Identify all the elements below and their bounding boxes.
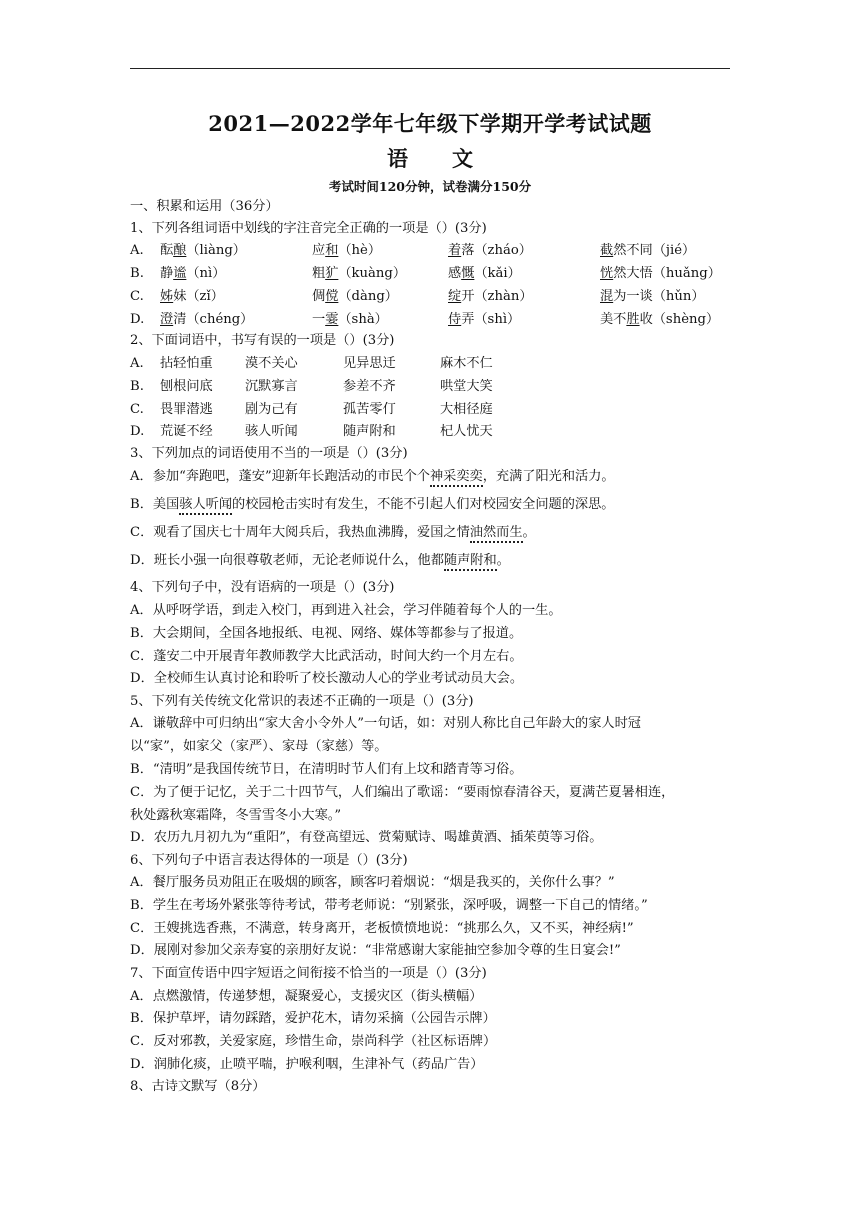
- underlined-char: 慨: [461, 266, 475, 281]
- q4-option-a: A．从呼呀学语，到走入校门，再到进入社会，学习伴随着每个人的一生。: [130, 603, 562, 618]
- term-reading: 然不同（jié）: [613, 243, 696, 258]
- q7-option-d: D．润肺化痰，止喷平喘，护喉利咽，生津补气（药品广告）: [130, 1057, 484, 1072]
- option-label: D.: [130, 312, 145, 327]
- q3-stem: 3、下列加点的词语使用不当的一项是（）(3分): [130, 446, 408, 461]
- term-reading: 收（shèng）: [639, 312, 720, 327]
- underlined-char: 犷: [325, 266, 339, 281]
- q2-word: 见异思迁: [343, 356, 396, 371]
- term-prefix: 酝: [160, 243, 174, 258]
- q1-term: [160, 265, 225, 283]
- q1-term: [448, 242, 532, 260]
- subject-char-1: 语: [387, 146, 408, 171]
- underlined-char: 谧: [173, 266, 187, 281]
- q3-d-tail: 。: [496, 553, 510, 568]
- underlined-char: 侍: [448, 312, 462, 327]
- option-label: A.: [130, 243, 144, 258]
- q5-option-a-line1: A．谦敬辞中可归纳出“家大舍小令外人”一句话，如：对别人称比自己年龄大的家人时冠: [130, 716, 641, 731]
- term-prefix: 感: [448, 266, 462, 281]
- option-label: C.: [130, 402, 144, 417]
- q1-term: [448, 311, 520, 329]
- q2-word: 剧为己有: [245, 402, 298, 417]
- q5-option-b: B．“清明”是我国传统节日，在清明时节人们有上坟和踏青等习俗。: [130, 762, 523, 777]
- q3-a-tail: ，充满了阳光和活力。: [482, 469, 615, 484]
- q2-word: 麻木不仁: [440, 356, 493, 371]
- q1-term: [312, 265, 406, 283]
- q3-b-text: B．美国: [130, 497, 180, 512]
- q1-term: [160, 242, 246, 260]
- q6-option-c: C．王嫂挑选香燕，不满意，转身离开，老板愤愤地说：“挑那么久，又不买，神经病!”: [130, 921, 634, 936]
- q2-word: 刨根问底: [160, 379, 213, 394]
- term-reading: 然大悟（huǎng）: [613, 266, 721, 281]
- underlined-char: 混: [600, 289, 614, 304]
- q5-option-d: D．农历九月初九为“重阳”，有登高望远、赏菊赋诗、喝雄黄酒、插茱萸等习俗。: [130, 830, 603, 845]
- q3-d-dotted: 随声附和: [444, 553, 497, 571]
- underlined-char: 傥: [325, 289, 339, 304]
- option-label: B.: [130, 379, 144, 394]
- q5-option-c-line2: 秋处露秋寒霜降，冬雪雪冬小大寒。”: [130, 808, 342, 823]
- q2-word: 杞人忧天: [440, 424, 493, 439]
- q3-a-dotted: 神采奕奕: [430, 469, 483, 487]
- option-label: B.: [130, 266, 144, 281]
- q1-term: [312, 242, 381, 260]
- term-prefix: 倜: [312, 289, 326, 304]
- q3-option-d: [130, 552, 510, 570]
- term-reading: （liàng）: [186, 243, 246, 258]
- q2-word: 漠不关心: [245, 356, 298, 371]
- q7-option-b: B．保护草坪，请勿踩踏，爱护花木，请勿采摘（公园告示牌）: [130, 1011, 496, 1026]
- term-reading: （hè）: [338, 243, 382, 258]
- q3-a-text: A．参加“奔跑吧，蓬安”迎新年长跑活动的市民个个: [130, 469, 430, 484]
- term-reading: 为一谈（hǔn）: [613, 289, 705, 304]
- q5-option-a-line2: 以“家”，如家父（家严）、家母（家慈）等。: [130, 739, 388, 754]
- term-reading: （kuàng）: [338, 266, 407, 281]
- q1-term: [448, 265, 521, 283]
- term-reading: 弄（shì）: [461, 312, 521, 327]
- q6-option-b: B．学生在考场外紧张等待考试，带考老师说：“别紧张，深呼吸，调整一下自己的情绪。”: [130, 898, 648, 913]
- q1-term: [600, 288, 705, 306]
- q5-option-c-line1: C．为了便于记忆，关于二十四节气，人们编出了歌谣：“要雨惊春清谷天，夏满芒夏暑相连，: [130, 785, 675, 800]
- q5-stem: 5、下列有关传统文化常识的表述不正确的一项是（）(3分): [130, 694, 474, 709]
- subject-char-2: 文: [452, 146, 473, 171]
- q1-stem: 1、下列各组词语中划线的字注音完全正确的一项是（）(3分): [130, 221, 487, 236]
- underlined-char: 酿: [173, 243, 187, 258]
- underlined-char: 着: [448, 243, 462, 258]
- q3-c-tail: 。: [522, 525, 536, 540]
- q2-word: 畏罪潜逃: [160, 402, 213, 417]
- term-prefix: 美不: [600, 312, 627, 327]
- q3-option-c: [130, 524, 536, 542]
- q3-c-text: C．观看了国庆七十周年大阅兵后，我热血沸腾，爱国之情: [130, 525, 470, 540]
- q1-term: [160, 288, 224, 306]
- q7-option-a: A．点燃激情，传递梦想，凝聚爱心，支援灾区（街头横幅）: [130, 989, 483, 1004]
- q3-c-dotted: 油然而生: [470, 525, 523, 543]
- subject-heading: [0, 143, 860, 173]
- exam-info: 考试时间120分钟，试卷满分150分: [328, 179, 532, 194]
- q1-term: [600, 311, 719, 329]
- q2-word: 随声附和: [343, 424, 396, 439]
- q3-b-tail: 的校园枪击实时有发生，不能不引起人们对校园安全问题的深思。: [232, 497, 615, 512]
- q4-stem: 4、下列句子中，没有语病的一项是（）(3分): [130, 580, 395, 595]
- q7-stem: 7、下面宣传语中四字短语之间衔接不恰当的一项是（）(3分): [130, 966, 487, 981]
- q1-term: [600, 242, 695, 260]
- underlined-char: 姊: [160, 289, 174, 304]
- q1-term: [312, 288, 398, 306]
- q2-word: 拈轻怕重: [160, 356, 213, 371]
- underlined-char: 霎: [325, 312, 339, 327]
- q1-term: [448, 288, 533, 306]
- term-reading: 清（chéng）: [173, 312, 254, 327]
- term-prefix: 应: [312, 243, 326, 258]
- term-reading: （kǎi）: [474, 266, 521, 281]
- term-reading: 开（zhàn）: [461, 289, 533, 304]
- q4-option-c: C．蓬安二中开展青年教师教学大比武活动，时间大约一个月左右。: [130, 649, 523, 664]
- q2-word: 沉默寡言: [245, 379, 298, 394]
- q2-word: 荒诞不经: [160, 424, 213, 439]
- section-heading: 一、积累和运用（36分）: [130, 199, 279, 214]
- term-prefix: 静: [160, 266, 174, 281]
- underlined-char: 胜: [626, 312, 640, 327]
- q2-stem: 2、下面词语中，书写有误的一项是（）(3分): [130, 333, 395, 348]
- underlined-char: 恍: [600, 266, 614, 281]
- underlined-char: 截: [600, 243, 614, 258]
- option-label: A.: [130, 356, 144, 371]
- q3-option-a: [130, 468, 615, 486]
- q6-option-a: A．餐厅服务员劝阻正在吸烟的顾客，顾客叼着烟说：“烟是我买的，关你什么事？”: [130, 875, 615, 890]
- q2-word: 哄堂大笑: [440, 379, 493, 394]
- term-reading: 落（zháo）: [461, 243, 532, 258]
- q4-option-b: B．大会期间，全国各地报纸、电视、网络、媒体等都参与了报道。: [130, 626, 523, 641]
- q3-option-b: [130, 496, 614, 514]
- q1-term: [160, 311, 253, 329]
- q7-option-c: C．反对邪教，关爱家庭，珍惜生命，崇尚科学（社区标语牌）: [130, 1034, 497, 1049]
- underlined-char: 和: [325, 243, 339, 258]
- underlined-char: 澄: [160, 312, 174, 327]
- header-rule: [130, 68, 730, 69]
- q2-word: 孤苦零仃: [343, 402, 396, 417]
- exam-title: 2021—2022学年七年级下学期开学考试试题: [208, 111, 652, 136]
- q3-d-text: D．班长小强一向很尊敬老师，无论老师说什么，他都: [130, 553, 444, 568]
- q6-stem: 6、下列句子中语言表达得体的一项是（）(3分): [130, 853, 408, 868]
- term-prefix: 一: [312, 312, 326, 327]
- term-reading: （nì）: [186, 266, 226, 281]
- option-label: C.: [130, 289, 144, 304]
- q2-word: 参差不齐: [343, 379, 396, 394]
- term-reading: （dàng）: [338, 289, 398, 304]
- underlined-char: 绽: [448, 289, 462, 304]
- q6-option-d: D．展刚对参加父亲寿宴的亲朋好友说：“非常感谢大家能抽空参加令尊的生日宴会!”: [130, 943, 621, 958]
- q1-term: [312, 311, 388, 329]
- q8-stem: 8、古诗文默写（8分）: [130, 1079, 266, 1094]
- q3-b-dotted: 骇人听闻: [179, 497, 232, 515]
- q4-option-d: D．全校师生认真讨论和聆听了校长激动人心的学业考试动员大会。: [130, 671, 524, 686]
- q2-word: 骇人听闻: [245, 424, 298, 439]
- q1-term: [600, 265, 721, 283]
- term-reading: （shà）: [338, 312, 388, 327]
- term-prefix: 粗: [312, 266, 326, 281]
- option-label: D.: [130, 424, 145, 439]
- term-reading: 妹（zǐ）: [173, 289, 224, 304]
- q2-word: 大相径庭: [440, 402, 493, 417]
